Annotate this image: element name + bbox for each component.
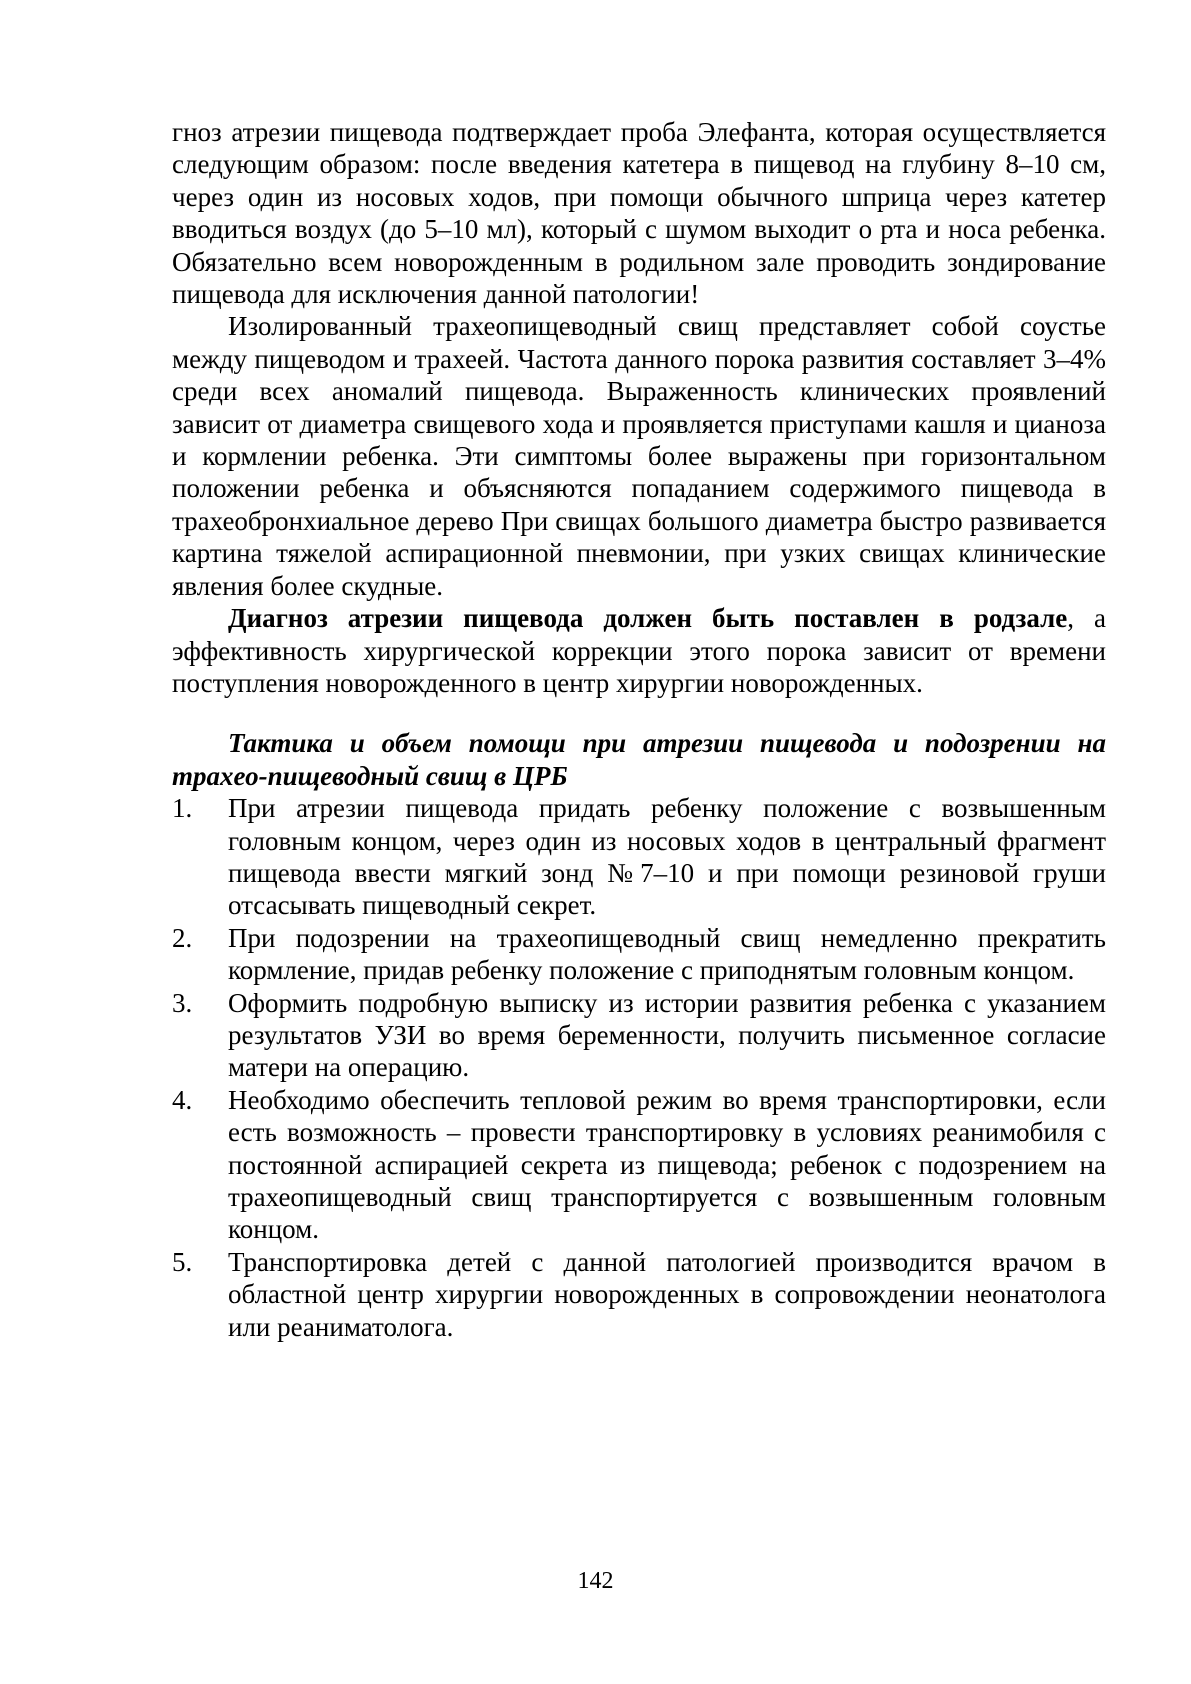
list-item-number: 2.: [172, 922, 193, 953]
list-item: [172, 1084, 1106, 1246]
list-item-number: 5.: [172, 1246, 193, 1277]
list-item: [172, 1246, 1106, 1343]
list-item-text: Необходимо обеспечить тепловой режим во время транспортировки, если есть возможность – провести транспортировку в условиях реанимобиля с постоянной аспирацией секрета из пищевода; ребенок с подозрением на трахеопищеводный свищ транспортируется с возвышенным головным концом.: [228, 1084, 1106, 1245]
list-item-number: 3.: [172, 987, 193, 1018]
paragraph-diagnosis: [172, 602, 1106, 699]
list-item: [172, 792, 1106, 922]
list-item-text: При атрезии пищевода придать ребенку положение с возвышенным головным концом, через один из носовых ходов в центральный фрагмент пищевода ввести мягкий зонд №7–10 и при помощи резиновой груши отсасывать пищеводный секрет.: [228, 793, 1106, 921]
list-item-text: При подозрении на трахеопищеводный свищ немедленно прекратить кормление, придав ребенку положение с приподнятым головным концом.: [228, 922, 1106, 986]
list-item-text: Оформить подробную выписку из истории развития ребенка с указанием результатов УЗИ во время беременности, получить письменное согласие матери на операцию.: [228, 987, 1106, 1083]
page-number: 142: [577, 1568, 614, 1594]
diagnosis-emphasis: Диагноз атрезии пищевода должен быть поставлен в родзале: [228, 603, 1068, 634]
steps-list: [172, 792, 1106, 1343]
list-item: [172, 922, 1106, 987]
diagnosis-rest: , а эффективность хирургической коррекции этого порока зависит от времени поступления новорожденного в центр хирургии новорожденных.: [172, 603, 1107, 698]
list-item-number: 1.: [172, 793, 193, 824]
paragraph-isolated-fistula: Изолированный трахеопищеводный свищ представляет собой соустье между пищеводом и трахеей. Частота данного порока развития составляет 3–4% среди всех аномалий пищевода. Выраженность клинических проявлений зависит от диаметра свищевого хода и проявляется приступами кашля и цианоза и кормлении ребенка. Эти симптомы более выражены при горизонтальном положении ребенка и объясняются попаданием содержимого пищевода в трахеобронхиальное дерево При свищах большого диаметра быстро развивается картина тяжелой аспирационной пневмонии, при узких свищах клинические явления более скудные.: [172, 311, 1106, 601]
section-heading: Тактика и объем помощи при атрезии пищевода и подозрении на трахео-пищеводный свищ в ЦРБ: [172, 728, 1106, 791]
list-item-text: Транспортировка детей с данной патологией производится врачом в областной центр хирургии новорожденных в сопровождении неонатолога или реаниматолога.: [228, 1246, 1106, 1342]
body-text: [172, 116, 1106, 1343]
paragraph-elephant-test: гноз атрезии пищевода подтверждает проба Элефанта, которая осуществляется следующим образом: после введения катетера в пищевод на глубину 8–10 см, через один из носовых ходов, при помощи обычного шприца через катетер вводиться воздух (до 5–10 мл), который с шумом выходит о рта и носа ребенка. Обязательно всем новорожденным в родильном зале проводить зондирование пищевода для исключения данной патологии!: [172, 117, 1106, 310]
list-item-number: 4.: [172, 1084, 193, 1115]
list-item: [172, 987, 1106, 1084]
